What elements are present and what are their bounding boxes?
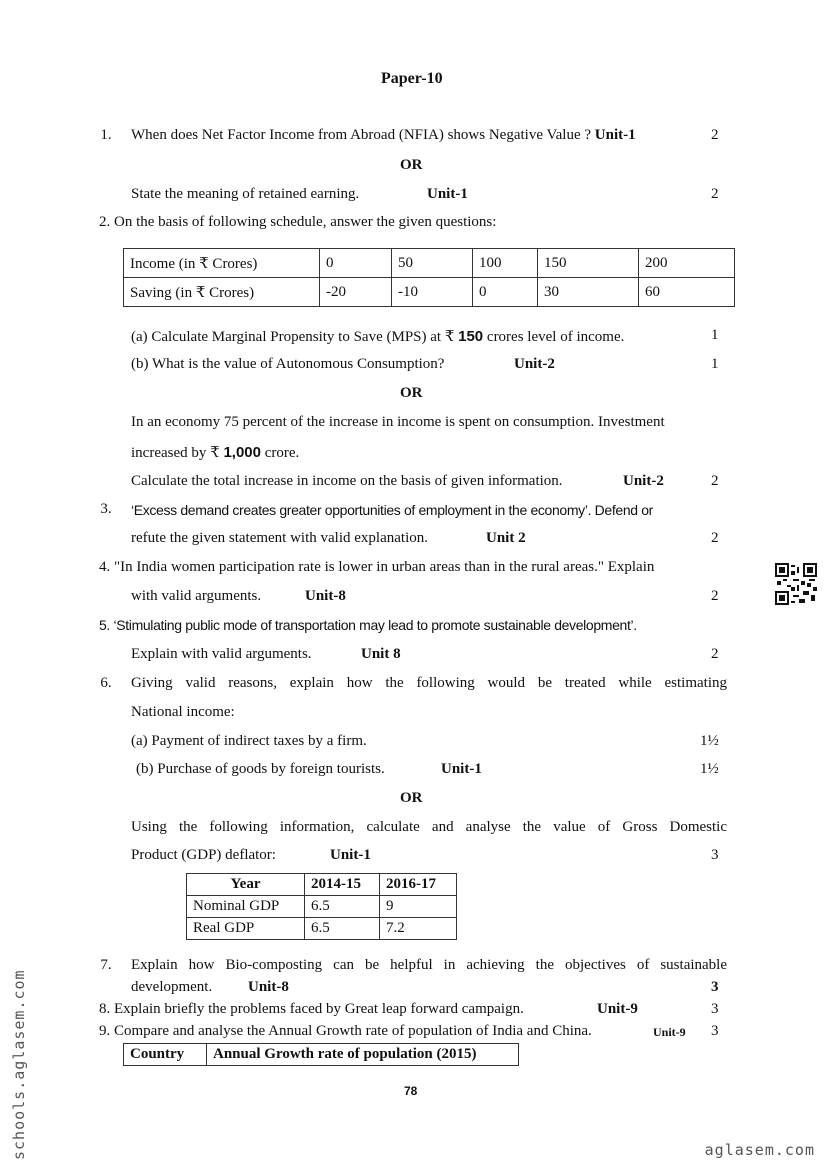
table-cell: 0 xyxy=(320,249,392,278)
table-cell: 50 xyxy=(392,249,473,278)
q1-unit: Unit-1 xyxy=(594,127,636,143)
q2-alt-line1: In an economy 75 percent of the increase in income is spent on consumption. Investment xyxy=(131,414,665,430)
q2b-unit: Unit-2 xyxy=(514,356,555,372)
table-cell: Saving (in ₹ Crores) xyxy=(124,278,320,307)
table-header-row xyxy=(187,874,457,896)
q5-line1: 5. ‘Stimulating public mode of transportation may lead to promote sustainable development’. xyxy=(99,617,637,633)
q6-line1: Giving valid reasons, explain how the following would be treated while estimating xyxy=(131,675,727,691)
table-cell: 6.5 xyxy=(305,918,380,940)
q4-line1: 4. "In India women participation rate is lower in urban areas than in the rural areas." Explain xyxy=(99,559,655,575)
q1-marks: 2 xyxy=(711,127,719,143)
q1-number: 1. xyxy=(100,127,112,143)
page-number: 78 xyxy=(404,1084,418,1098)
q6-alt-marks: 3 xyxy=(711,847,719,863)
q2-alt-marks: 2 xyxy=(711,473,719,489)
q3-unit: Unit 2 xyxy=(486,530,526,546)
q5-line2: Explain with valid arguments. xyxy=(131,646,312,662)
q2-schedule-table xyxy=(123,248,735,307)
q1-alt-unit: Unit-1 xyxy=(427,186,468,202)
table-cell: -20 xyxy=(320,278,392,307)
q6-alt-unit: Unit-1 xyxy=(330,847,371,863)
q8-unit: Unit-9 xyxy=(597,1001,638,1017)
table-cell: 0 xyxy=(473,278,538,307)
q2-alt-line2: increased by ₹ 1,000 crore. xyxy=(131,444,300,461)
q6-line2: National income: xyxy=(131,704,235,720)
table-cell: Income (in ₹ Crores) xyxy=(124,249,320,278)
population-table xyxy=(123,1043,519,1066)
table-cell: 6.5 xyxy=(305,896,380,918)
q3-number: 3. xyxy=(100,501,112,517)
table-cell: -10 xyxy=(392,278,473,307)
table-cell: Real GDP xyxy=(187,918,305,940)
table-row xyxy=(187,918,457,940)
q1-or: OR xyxy=(400,157,423,173)
q7-line1: Explain how Bio-composting can be helpful in achieving the objectives of sustainable xyxy=(131,957,727,973)
q6b-marks: 1½ xyxy=(700,761,719,777)
q6b-text: (b) Purchase of goods by foreign tourists. xyxy=(136,761,385,777)
table-header: 2014-15 xyxy=(305,874,380,896)
q2a-amount: 150 xyxy=(458,328,484,345)
page-title: Paper-10 xyxy=(381,70,443,87)
q2a-text: (a) Calculate Marginal Propensity to Save (MPS) at ₹ 150 crores level of income. xyxy=(131,328,625,345)
q2-alt-line3: Calculate the total increase in income on the basis of given information. xyxy=(131,473,563,489)
q6-or: OR xyxy=(400,790,423,806)
table-cell: Nominal GDP xyxy=(187,896,305,918)
q4-unit: Unit-8 xyxy=(305,588,346,604)
gdp-table xyxy=(186,873,457,940)
q2a-marks: 1 xyxy=(711,327,719,343)
q1-alt-marks: 2 xyxy=(711,186,719,202)
q5-marks: 2 xyxy=(711,646,719,662)
table-header: 2016-17 xyxy=(380,874,457,896)
q1-alt-text: State the meaning of retained earning. xyxy=(131,186,360,202)
q6a-marks: 1½ xyxy=(700,733,719,749)
table-cell: 30 xyxy=(538,278,639,307)
table-header: Annual Growth rate of population (2015) xyxy=(207,1044,519,1066)
table-cell: 200 xyxy=(639,249,735,278)
q2b-text: (b) What is the value of Autonomous Consumption? xyxy=(131,356,445,372)
q9-marks: 3 xyxy=(711,1023,719,1039)
table-row xyxy=(187,896,457,918)
q6-alt-line2: Product (GDP) deflator: xyxy=(131,847,276,863)
q7-unit: Unit-8 xyxy=(248,979,289,995)
table-cell: 150 xyxy=(538,249,639,278)
table-cell: 60 xyxy=(639,278,735,307)
q9-unit: Unit-9 xyxy=(653,1025,686,1039)
footer-watermark: aglasem.com xyxy=(704,1141,815,1159)
q7-line2: development. xyxy=(131,979,213,995)
q5-unit: Unit 8 xyxy=(361,646,401,662)
q6-alt-line1: Using the following information, calculate and analyse the value of Gross Domestic xyxy=(131,819,727,835)
table-cell: 7.2 xyxy=(380,918,457,940)
q3-line2: refute the given statement with valid explanation. xyxy=(131,530,428,546)
q2-or: OR xyxy=(400,385,423,401)
q7-number: 7. xyxy=(100,957,112,973)
table-row xyxy=(124,249,735,278)
q3-marks: 2 xyxy=(711,530,719,546)
q6a-text: (a) Payment of indirect taxes by a firm. xyxy=(131,733,367,749)
q7-marks: 3 xyxy=(711,979,719,995)
q6b-unit: Unit-1 xyxy=(441,761,482,777)
qr-code-icon xyxy=(775,563,817,605)
side-watermark: schools.aglasem.com xyxy=(10,969,28,1160)
q1-text: When does Net Factor Income from Abroad (NFIA) shows Negative Value ? Unit-1 xyxy=(131,127,636,143)
table-row xyxy=(124,278,735,307)
q3-line1: ‘Excess demand creates greater opportunities of employment in the economy’. Defend or xyxy=(131,502,653,518)
q4-marks: 2 xyxy=(711,588,719,604)
q4-line2: with valid arguments. xyxy=(131,588,262,604)
q6-number: 6. xyxy=(100,675,112,691)
q9-text: 9. Compare and analyse the Annual Growth rate of population of India and China. xyxy=(99,1023,592,1039)
q8-text: 8. Explain briefly the problems faced by Great leap forward campaign. xyxy=(99,1001,524,1017)
table-header: Country xyxy=(124,1044,207,1066)
table-cell: 9 xyxy=(380,896,457,918)
q2-text: 2. On the basis of following schedule, answer the given questions: xyxy=(99,214,497,230)
q2-alt-unit: Unit-2 xyxy=(623,473,664,489)
table-cell: 100 xyxy=(473,249,538,278)
q2b-marks: 1 xyxy=(711,356,719,372)
q2-alt-amount: 1,000 xyxy=(223,444,261,461)
table-header: Year xyxy=(187,874,305,896)
q8-marks: 3 xyxy=(711,1001,719,1017)
table-header-row xyxy=(124,1044,519,1066)
